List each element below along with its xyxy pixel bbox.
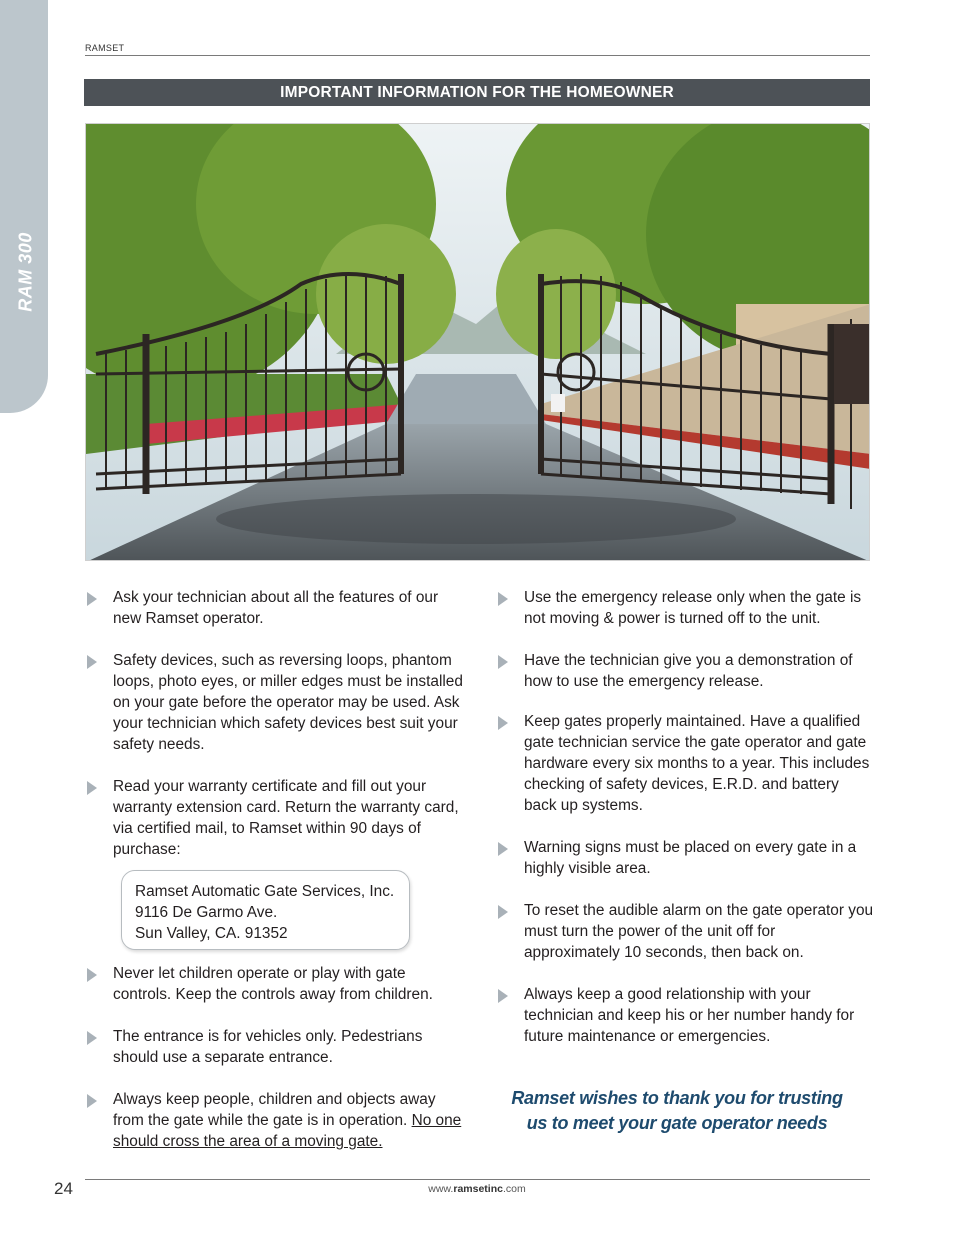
- arrow-bullet-icon: [498, 989, 508, 1003]
- list-item-text: Read your warranty certificate and fill out your warranty extension card. Return the warranty card, via certified mail, to Ramset within 90 days of purchase:: [113, 778, 459, 858]
- side-tab-label: RAM 300: [15, 232, 36, 312]
- list-item-text: To reset the audible alarm on the gate operator you must turn the power of the unit off for approximately 10 seconds, then back on.: [524, 902, 874, 961]
- arrow-bullet-icon: [498, 842, 508, 856]
- list-item: [85, 963, 465, 1005]
- list-item-text: The entrance is for vehicles only. Pedestrians should use a separate entrance.: [113, 1028, 423, 1066]
- list-item: [85, 650, 465, 755]
- arrow-bullet-icon: [87, 655, 97, 669]
- section-banner: [84, 79, 870, 106]
- list-item-text: Ask your technician about all the features of our new Ramset operator.: [113, 589, 439, 627]
- thank-you-line-2: us to meet your gate operator needs: [526, 1113, 828, 1133]
- left-column-lower: [85, 963, 465, 1152]
- arrow-bullet-icon: [498, 655, 508, 669]
- arrow-bullet-icon: [498, 592, 508, 606]
- address-line-company: Ramset Automatic Gate Services, Inc.: [135, 883, 395, 900]
- gate-photo: [85, 123, 870, 561]
- list-item: [496, 984, 874, 1047]
- list-item-text: Always keep a good relationship with your technician and keep his or her number handy for future maintenance or emergencies.: [524, 986, 855, 1045]
- list-item-text: Never let children operate or play with gate controls. Keep the controls away from children.: [113, 965, 433, 1003]
- address-line-street: 9116 De Garmo Ave.: [135, 904, 278, 921]
- list-item-text-main: Always keep people, children and objects away from the gate while the gate is in operation.: [113, 1091, 436, 1129]
- side-tab: [0, 0, 48, 413]
- list-item: [496, 587, 874, 629]
- list-item: [85, 587, 465, 629]
- right-column: [496, 587, 874, 1047]
- list-item-text: Warning signs must be placed on every gate in a highly visible area.: [524, 839, 857, 877]
- banner-title: IMPORTANT INFORMATION FOR THE HOMEOWNER: [280, 83, 674, 101]
- list-item-text: Have the technician give you a demonstration of how to use the emergency release.: [524, 652, 853, 690]
- list-item: [496, 837, 874, 879]
- arrow-bullet-icon: [498, 716, 508, 730]
- list-item-text: [113, 1089, 465, 1152]
- page-number: 24: [54, 1179, 73, 1198]
- thank-you-message: [496, 1086, 858, 1136]
- footer-url-suffix: .com: [502, 1183, 526, 1195]
- footer-divider: [85, 1179, 870, 1180]
- list-item: [496, 650, 874, 692]
- thank-you-line-1: Ramset wishes to thank you for trusting: [511, 1088, 843, 1108]
- arrow-bullet-icon: [87, 781, 97, 795]
- list-item: [496, 900, 874, 963]
- arrow-bullet-icon: [87, 1031, 97, 1045]
- address-box: [121, 870, 410, 950]
- left-column: [85, 587, 465, 881]
- list-item-text: Use the emergency release only when the gate is not moving & power is turned off to the unit.: [524, 589, 862, 627]
- list-item: [85, 1089, 465, 1152]
- arrow-bullet-icon: [498, 905, 508, 919]
- list-item: [85, 1026, 465, 1068]
- footer-url-prefix: www.: [428, 1183, 454, 1195]
- header-divider: [85, 55, 870, 56]
- list-item-text-underlined: No one should cross the area of a moving gate.: [113, 1112, 462, 1150]
- list-item-text: Safety devices, such as reversing loops, phantom loops, photo eyes, or miller edges must be installed on your gate before the operator may be used. Ask your technician which safety devices best suit your safety needs.: [113, 652, 463, 753]
- arrow-bullet-icon: [87, 968, 97, 982]
- arrow-bullet-icon: [87, 592, 97, 606]
- footer-url-domain: ramsetinc: [453, 1183, 503, 1195]
- address-line-city: Sun Valley, CA. 91352: [135, 925, 288, 942]
- header-brand: RAMSET: [85, 43, 125, 53]
- footer-url: [0, 1183, 954, 1195]
- list-item-text: Keep gates properly maintained. Have a qualified gate technician service the gate operator and gate hardware every six months to a year. This includes checking of safety devices, E.R.D. and battery back up systems.: [524, 713, 870, 814]
- list-item: [85, 776, 465, 860]
- arrow-bullet-icon: [87, 1094, 97, 1108]
- list-item: [496, 711, 874, 816]
- gate-photo-icon: [86, 124, 870, 561]
